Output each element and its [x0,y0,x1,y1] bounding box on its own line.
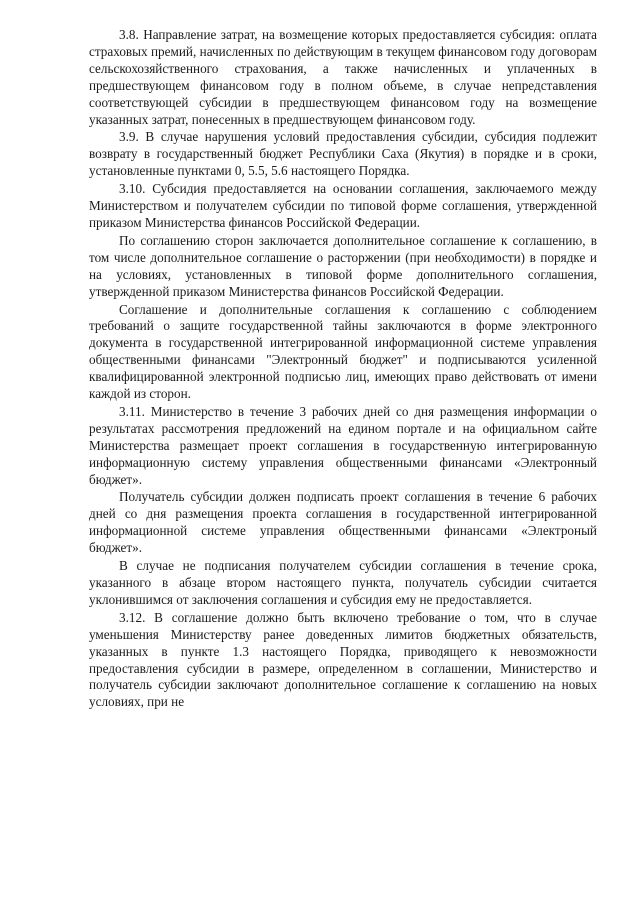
paragraph-3-10: 3.10. Субсидия предоставляется на основании соглашения, заключаемого между Министерством и получателем субсидии по типовой форме соглашения, утвержденной приказом Министерства финансов Российской Федерации. [89,181,597,230]
paragraph-3-11: 3.11. Министерство в течение 3 рабочих дней со дня размещения информации о результатах рассмотрения предложений на едином портале и на официальном сайте Министерства размещает проект соглашения в государственную интегрированную информационную систему управления общественными финансами «Электронный бюджет». [89,403,597,487]
paragraph-3-12: 3.12. В соглашение должно быть включено требование о том, что в случае уменьшения Министерству ранее доведенных лимитов бюджетных обязательств, указанных в пункте 1.3 настоящего Порядка, приводящего к невозможности предоставления субсидии в размере, определенном в соглашении, Министерство и получатель субсидии заключают дополнительное соглашение к соглашению на новых условиях, при не [89,609,597,710]
paragraph-3-8: 3.8. Направление затрат, на возмещение которых предоставляется субсидия: оплата страховых премий, начисленных по действующим в текущем финансовом году договорам сельскохозяйственного страхования, а также начисленных и уплаченных в предшествующем финансовом году в полном объеме, в случае непредставления соответствующей субсидии в предшествующем финансовом году на возмещение указанных затрат, понесенных в предшествующем финансовом году. [89,27,597,127]
paragraph-3-9: 3.9. В случае нарушения условий предоставления субсидии, субсидия подлежит возврату в государственный бюджет Республики Саха (Якутия) в порядке и в сроки, установленные пунктами 0, 5.5, 5.6 настоящего Порядка. [89,129,597,179]
paragraph-evasion: В случае не подписания получателем субсидии соглашения в течение срока, указанного в абзаце втором настоящего пункта, получатель субсидии считается уклонившимся от заключения соглашения и субсидия ему не предоставляется. [89,558,597,607]
paragraph-additional-agreement: По соглашению сторон заключается дополнительное соглашение к соглашению, в том числе дополнительное соглашение о расторжении (при необходимости) в порядке и на условиях, установленных в типовой форме дополнительного соглашения, утвержденной приказом Министерства финансов Российской Федерации. [89,232,597,299]
paragraph-signing-deadline: Получатель субсидии должен подписать проект соглашения в течение 6 рабочих дней со дня размещения проекта соглашения в государственной интегрированной информационной системе управления общественными финансами «Электроный бюджет». [89,489,597,556]
paragraph-electronic-budget: Соглашение и дополнительные соглашения к соглашению с соблюдением требований о защите государственной тайны заключаются в форме электронного документа в государственной интегрированной информационной системе управления общественными финансами "Электронный бюджет" и подписываются усиленной квалифицированной электронной подписью лиц, имеющих право действовать от имени каждой из сторон. [89,301,597,402]
